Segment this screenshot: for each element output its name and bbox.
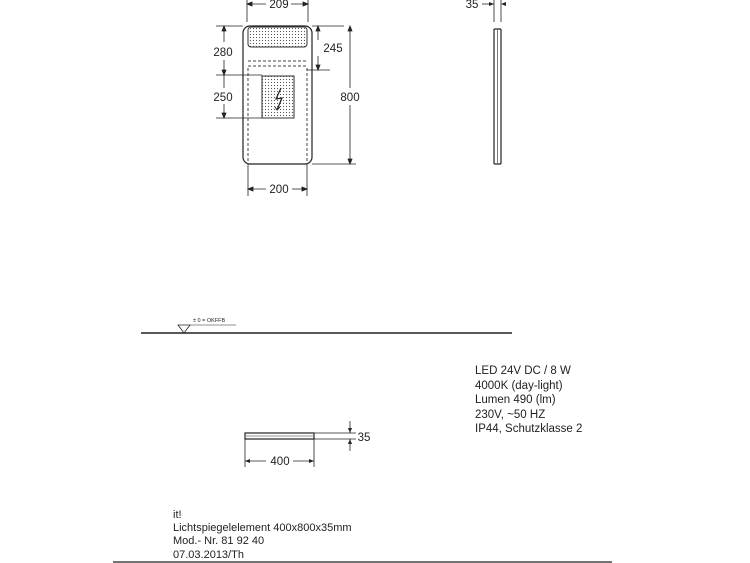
brand-label: it! <box>173 509 182 521</box>
plan-view <box>245 421 356 467</box>
product-name: Lichtspiegelelement 400x800x35mm <box>173 522 352 535</box>
front-view <box>243 26 312 164</box>
spec-color-temp: 4000K (day-light) <box>475 379 563 392</box>
spec-list <box>475 364 582 437</box>
spec-lumen: Lumen 490 (lm) <box>475 394 556 406</box>
dim-upper-height-label: 280 <box>213 47 233 59</box>
model-number: Mod.- Nr. 81 92 40 <box>173 535 265 548</box>
dim-total-height-label: 800 <box>340 92 360 104</box>
dim-bottom-width-label: 200 <box>269 184 289 196</box>
led-band-top <box>248 27 307 47</box>
dim-plan-width-label: 400 <box>270 456 290 468</box>
title-block <box>173 509 352 562</box>
dim-panel-height-label: 250 <box>213 92 233 104</box>
dim-label-zone-label: 245 <box>323 43 343 55</box>
drawing-date: 07.03.2013/Th <box>173 548 244 561</box>
floor-line <box>141 325 512 333</box>
center-panel <box>262 76 294 118</box>
dim-top-width-label: 209 <box>269 0 289 11</box>
spec-power: LED 24V DC / 8 W <box>475 365 571 377</box>
dim-side-depth-label: 35 <box>465 0 479 11</box>
dim-plan-depth-label: 35 <box>357 432 371 444</box>
floor-reference-label: ± 0 = OKFFB <box>193 318 226 324</box>
side-view <box>482 0 506 164</box>
spec-voltage: 230V, ~50 HZ <box>475 408 546 421</box>
spec-protection: IP44, Schutzklasse 2 <box>475 423 583 435</box>
